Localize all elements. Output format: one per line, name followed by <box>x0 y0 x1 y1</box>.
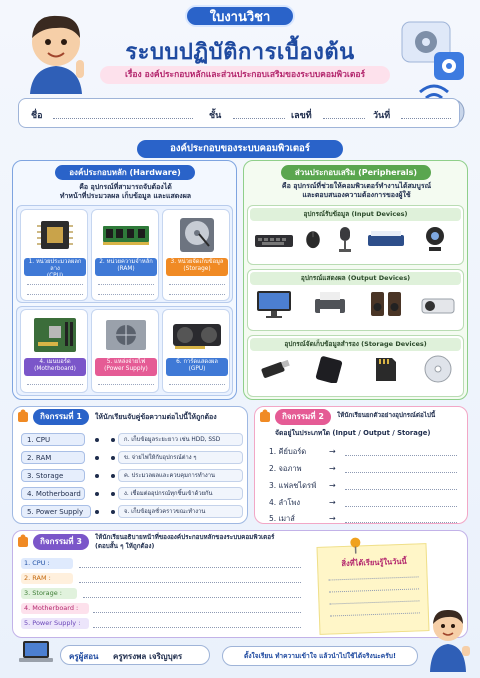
input-devices-title: อุปกรณ์รับข้อมูล (Input Devices) <box>250 208 461 221</box>
match-right-1: ก. เก็บข้อมูลระยะยาว เช่น HDD, SSD <box>118 433 243 446</box>
page-title: ระบบปฏิบัติการเบื้องต้น <box>125 40 355 65</box>
note-line[interactable] <box>329 600 419 604</box>
match-left-2: 2. RAM <box>21 451 85 464</box>
projector-icon <box>420 291 456 317</box>
puzzle-icon <box>259 409 273 423</box>
ram-label-1: 2. หน่วยความจำหลัก <box>99 259 153 265</box>
activity-3-tag: กิจกรรมที่ 3 <box>33 534 89 550</box>
hard-disk-icon <box>171 216 223 254</box>
hardware-card-gpu <box>162 309 230 393</box>
monitor-icon <box>256 289 292 319</box>
match-left-1: 1. CPU <box>21 433 85 446</box>
answer-line[interactable] <box>98 294 154 295</box>
answer-line[interactable] <box>98 284 154 285</box>
answer-line[interactable] <box>83 597 301 598</box>
arrow-icon: → <box>329 514 336 523</box>
arrow-icon: → <box>329 464 336 473</box>
answer-line[interactable] <box>27 294 83 295</box>
answer-line[interactable] <box>93 627 301 628</box>
teacher-box <box>60 645 210 665</box>
answer-line[interactable] <box>169 284 225 285</box>
gpu-label-2: (GPU) <box>188 366 206 373</box>
answer-line[interactable] <box>98 384 154 385</box>
note-line[interactable] <box>329 588 419 592</box>
match-right-4: ง. เชื่อมต่ออุปกรณ์ทุกชิ้นเข้าด้วยกัน <box>118 487 243 500</box>
answer-line[interactable] <box>169 384 225 385</box>
cpu-icon <box>29 216 81 254</box>
arrow-icon: → <box>329 498 336 507</box>
psu-label-2: (Power Supply) <box>104 366 148 373</box>
match-dot-left[interactable] <box>95 492 99 496</box>
hardware-card-power-supply <box>91 309 159 393</box>
puzzle-icon <box>17 534 31 548</box>
activity-2-box <box>254 406 468 524</box>
classify-item-5: 5. เมาส์ <box>269 514 295 523</box>
activity-2-tag: กิจกรรมที่ 2 <box>275 409 331 425</box>
activity-2-instruction-1: ให้นักเรียนยกตัวอย่างอุปกรณ์ต่อไปนี้ <box>337 412 436 419</box>
note-line[interactable] <box>330 612 420 616</box>
teacher-name: ครูทรงพล เจริญบุตร <box>113 652 183 661</box>
match-dot-left[interactable] <box>95 456 99 460</box>
hardware-card-storage <box>162 209 230 301</box>
answer-line[interactable] <box>93 612 301 613</box>
name-field[interactable] <box>53 118 193 119</box>
answer-line[interactable] <box>27 384 83 385</box>
ram-label-2: (RAM) <box>117 266 135 273</box>
match-left-5: 5. Power Supply <box>21 505 91 518</box>
classify-item-3: 3. แฟลชไดรฟ์ <box>269 481 317 490</box>
psu-label-1: 5. แหล่งจ่ายไฟ <box>106 359 146 365</box>
match-dot-right[interactable] <box>111 456 115 460</box>
motherboard-label-1: 4. เมนบอร์ด <box>39 359 71 365</box>
match-left-4: 4. Motherboard <box>21 487 85 500</box>
motherboard-label-2: (Motherboard) <box>34 366 76 373</box>
ram-icon <box>100 216 152 254</box>
match-right-5: จ. เก็บข้อมูลชั่วคราวขณะทำงาน <box>118 505 243 518</box>
match-dot-left[interactable] <box>95 438 99 442</box>
activity-2-instruction-2: จัดอยู่ในประเภทใด (Input / Output / Storage) <box>275 429 431 437</box>
class-field[interactable] <box>233 118 285 119</box>
keyboard-icon <box>254 229 294 251</box>
cpu-label-2: (CPU) <box>46 273 64 280</box>
webcam-icon <box>422 225 448 253</box>
learned-today-note <box>316 543 429 635</box>
power-supply-icon <box>100 316 152 354</box>
number-field[interactable] <box>323 118 365 119</box>
speaker-icon <box>368 289 404 319</box>
teacher-label: ครูผู้สอน <box>69 652 99 661</box>
class-label: ชั้น <box>209 111 222 121</box>
match-dot-right[interactable] <box>111 438 115 442</box>
hardware-tag: องค์ประกอบหลัก (Hardware) <box>55 165 195 180</box>
activity-3-instruction-2: (ตอบสั้น ๆ ให้ถูกต้อง) <box>95 543 155 550</box>
classify-item-2: 2. จอภาพ <box>269 464 302 473</box>
memory-card-icon <box>368 355 402 383</box>
output-devices-title: อุปกรณ์แสดงผล (Output Devices) <box>250 272 461 285</box>
classify-item-1: 1. คีย์บอร์ด <box>269 447 307 456</box>
gpu-icon <box>171 316 223 354</box>
motto-banner: ตั้งใจเรียน ทำความเข้าใจ แล้วนำไปใช้ได้จริงนะครับ! <box>222 646 418 666</box>
cpu-label-1: 1. หน่วยประมวลผลกลาง <box>28 259 82 273</box>
date-label: วันที่ <box>373 111 391 121</box>
worksheet-label: ใบงานวิชา <box>185 5 295 27</box>
activity-1-instruction: ให้นักเรียนจับคู่ข้อความต่อไปนี้ให้ถูกต้อง <box>95 413 217 421</box>
storage-label-1: 3. หน่วยจัดเก็บข้อมูล <box>170 259 224 265</box>
activity-3-instruction-1: ให้นักเรียนอธิบายหน้าที่ขององค์ประกอบหลักของระบบคอมพิวเตอร์ <box>95 534 275 541</box>
match-dot-right[interactable] <box>111 474 115 478</box>
activity-1-box <box>12 406 248 524</box>
peripherals-panel <box>243 160 468 400</box>
answer-line[interactable] <box>345 506 457 507</box>
answer-line[interactable] <box>345 455 457 456</box>
match-dot-right[interactable] <box>111 510 115 514</box>
match-right-2: ข. จ่ายไฟให้กับอุปกรณ์ต่าง ๆ <box>118 451 243 464</box>
answer-line[interactable] <box>345 472 457 473</box>
arrow-icon: → <box>329 447 336 456</box>
answer-line[interactable] <box>345 522 457 523</box>
explain-item-storage: 3. Storage : <box>21 588 77 599</box>
arrow-icon: → <box>329 481 336 490</box>
match-dot-left[interactable] <box>95 474 99 478</box>
boy-mascot-thumbs-up-illustration <box>422 606 474 672</box>
answer-line[interactable] <box>345 489 457 490</box>
date-field[interactable] <box>401 118 451 119</box>
laptop-icon <box>18 638 54 668</box>
boy-mascot-illustration <box>14 8 98 94</box>
answer-line[interactable] <box>27 284 83 285</box>
match-right-3: ค. ประมวลผลและควบคุมการทำงาน <box>118 469 243 482</box>
activity-1-tag: กิจกรรมที่ 1 <box>33 409 89 425</box>
hardware-card-motherboard <box>20 309 88 393</box>
hardware-card-cpu <box>20 209 88 301</box>
mouse-icon <box>302 227 324 249</box>
peripherals-tag: ส่วนประกอบเสริม (Peripherals) <box>281 165 431 180</box>
match-dot-left[interactable] <box>95 510 99 514</box>
peripherals-desc-1: คือ อุปกรณ์ที่ช่วยให้คอมพิวเตอร์ทำงานได้สมบูรณ์ <box>281 182 432 190</box>
explain-item-motherboard: 4. Motherboard : <box>21 603 89 614</box>
optical-disc-icon <box>422 355 454 383</box>
explain-item-cpu: 1. CPU : <box>21 558 73 569</box>
answer-line[interactable] <box>79 567 301 568</box>
motherboard-icon <box>29 316 81 354</box>
student-info-bar <box>18 98 460 128</box>
scanner-icon <box>366 227 406 249</box>
flash-drive-icon <box>258 357 292 383</box>
pushpin-icon <box>347 536 364 555</box>
storage-devices-title: อุปกรณ์จัดเก็บข้อมูลสำรอง (Storage Devices) <box>250 338 461 351</box>
gpu-label-1: 6. การ์ดแสดงผล <box>176 359 218 365</box>
answer-line[interactable] <box>169 294 225 295</box>
name-label: ชื่อ <box>31 111 43 121</box>
microphone-icon <box>334 225 356 253</box>
explain-item-ram: 2. RAM : <box>21 573 73 584</box>
hardware-card-ram <box>91 209 159 301</box>
page-subtitle: เรื่อง องค์ประกอบหลักและส่วนประกอบเสริมของระบบคอมพิวเตอร์ <box>100 66 390 84</box>
note-title: สิ่งที่ได้เรียนรู้ในวันนี้ <box>341 556 407 569</box>
answer-line[interactable] <box>79 582 301 583</box>
explain-item-power-supply: 5. Power Supply : <box>21 618 89 629</box>
match-dot-right[interactable] <box>111 492 115 496</box>
external-hdd-icon <box>312 355 346 383</box>
note-line[interactable] <box>329 576 419 580</box>
section-title: องค์ประกอบของระบบคอมพิวเตอร์ <box>137 140 343 158</box>
printer-icon <box>312 289 348 319</box>
hardware-desc-2: ทำหน้าที่ประมวลผล เก็บข้อมูล และแสดงผล <box>59 192 192 200</box>
hardware-desc-1: คือ อุปกรณ์ที่สามารถจับต้องได้ <box>79 183 172 191</box>
classify-item-4: 4. ลำโพง <box>269 498 300 507</box>
number-label: เลขที่ <box>291 111 312 121</box>
hardware-panel <box>12 160 237 400</box>
peripherals-desc-2: และตอบสนองความต้องการของผู้ใช้ <box>302 191 411 199</box>
match-left-3: 3. Storage <box>21 469 85 482</box>
puzzle-icon <box>17 409 31 423</box>
storage-label-2: (Storage) <box>183 266 211 273</box>
